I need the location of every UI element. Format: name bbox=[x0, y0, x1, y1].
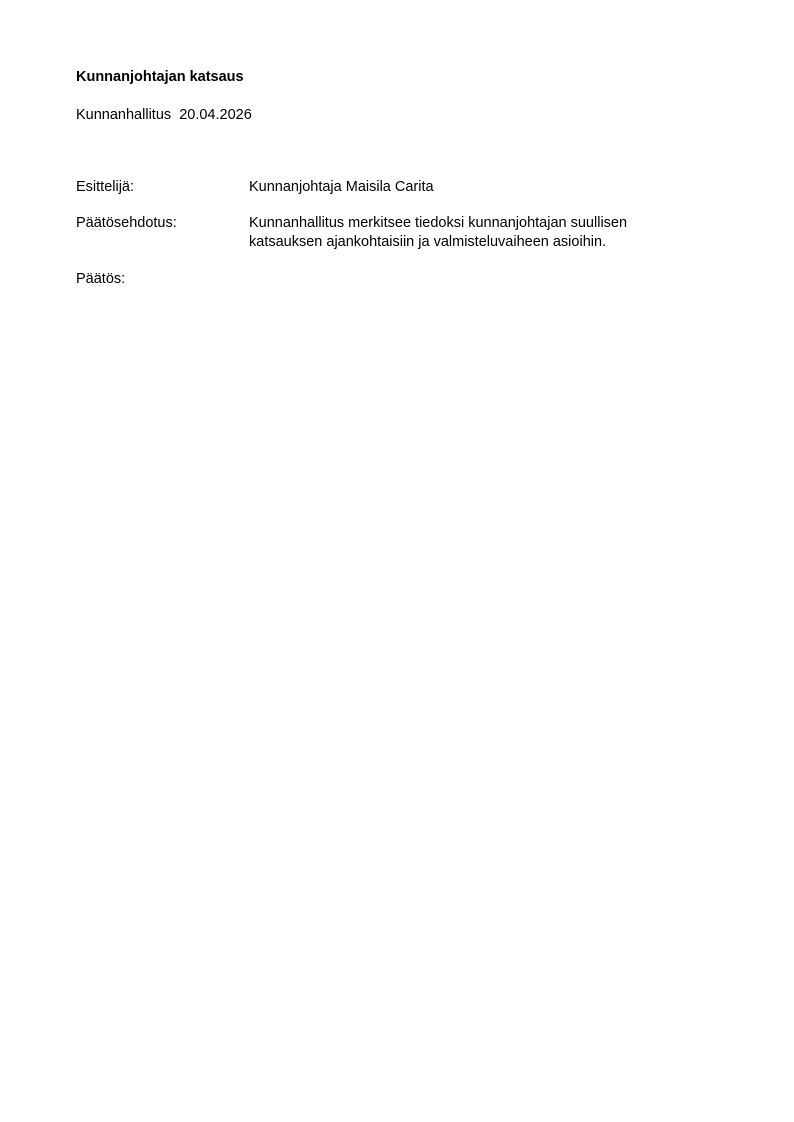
document-title: Kunnanjohtajan katsaus bbox=[76, 69, 244, 85]
presenter-label: Esittelijä: bbox=[76, 179, 135, 195]
decision-label: Päätös: bbox=[76, 271, 126, 287]
proposal-label: Päätösehdotus: bbox=[76, 215, 177, 231]
body-name: Kunnanhallitus bbox=[76, 107, 172, 123]
presenter-value: Kunnanjohtaja Maisila Carita bbox=[249, 179, 434, 195]
meeting-info bbox=[76, 106, 252, 124]
meeting-date: 20.04.2026 bbox=[179, 107, 252, 123]
proposal-value: Kunnanhallitus merkitsee tiedoksi kunnanjohtajan suullisen katsauksen ajankohtaisiin ja valmisteluvaiheen asioihin. bbox=[249, 215, 628, 250]
